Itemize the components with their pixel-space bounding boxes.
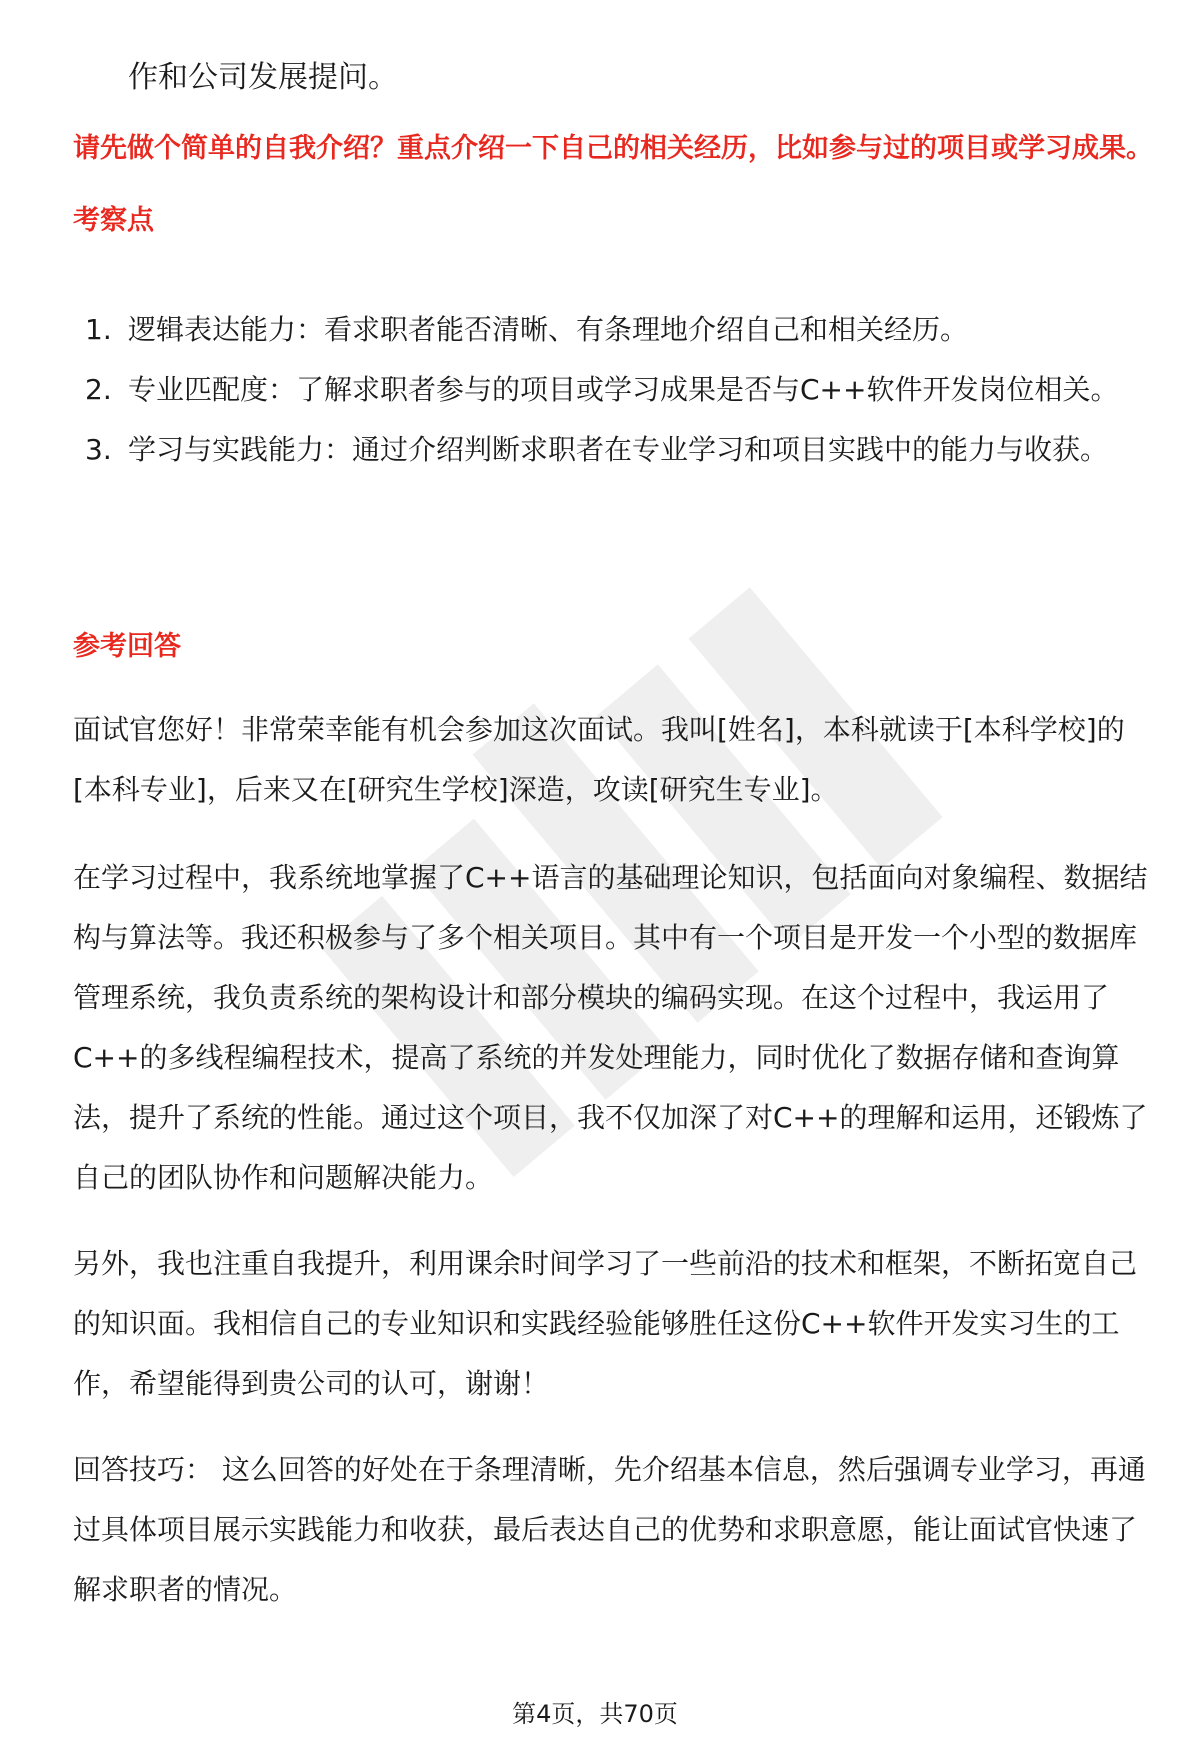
answer-paragraph: 面试官您好！非常荣幸能有机会参加这次面试。我叫[姓名]，本科就读于[本科学校]的[本科专业]，后来又在[研究生学校]深造，攻读[研究生专业]。 <box>73 713 1125 806</box>
answer-paragraph: 在学习过程中，我系统地掌握了C++语言的基础理论知识，包括面向对象编程、数据结构与算法等。我还积极参与了多个相关项目。其中有一个项目是开发一个小型的数据库管理系统，我负责系统的架构设计和部分模块的编码实现。在这个过程中，我运用了C++的多线程编程技术，提高了系统的并发处理能力，同时优化了数据存储和查询算法，提升了系统的性能。通过这个项目，我不仅加深了对C++的理解和运用，还锻炼了自己的团队协作和问题解决能力。 <box>73 861 1148 1194</box>
page-number: 第4页，共70页 <box>512 1700 678 1728</box>
list-item-text: 专业匹配度：了解求职者参与的项目或学习成果是否与C++软件开发岗位相关。 <box>128 373 1119 406</box>
list-item <box>85 420 1160 480</box>
continuation-text: 作和公司发展提问。 <box>128 60 398 95</box>
list-item-number: 1. <box>85 313 112 346</box>
points-list <box>85 300 1160 480</box>
list-item-text: 逻辑表达能力：看求职者能否清晰、有条理地介绍自己和相关经历。 <box>128 313 969 346</box>
list-item-number: 2. <box>85 373 112 406</box>
answer-tips-paragraph: 回答技巧： 这么回答的好处在于条理清晰，先介绍基本信息，然后强调专业学习，再通过具体项目展示实践能力和收获，最后表达自己的优势和求职意愿，能让面试官快速了解求职者的情况。 <box>73 1453 1146 1606</box>
answer-heading: 参考回答 <box>73 631 181 662</box>
list-item <box>85 360 1160 420</box>
question-title: 请先做个简单的自我介绍？重点介绍一下自己的相关经历，比如参与过的项目或学习成果。 <box>73 133 1153 164</box>
list-item-text: 学习与实践能力：通过介绍判断求职者在专业学习和项目实践中的能力与收获。 <box>128 433 1109 466</box>
list-item <box>85 300 1160 360</box>
answer-paragraph: 另外，我也注重自我提升，利用课余时间学习了一些前沿的技术和框架，不断拓宽自己的知识面。我相信自己的专业知识和实践经验能够胜任这份C++软件开发实习生的工作，希望能得到贵公司的认可，谢谢！ <box>73 1247 1138 1400</box>
points-heading: 考察点 <box>73 205 154 236</box>
list-item-number: 3. <box>85 433 112 466</box>
